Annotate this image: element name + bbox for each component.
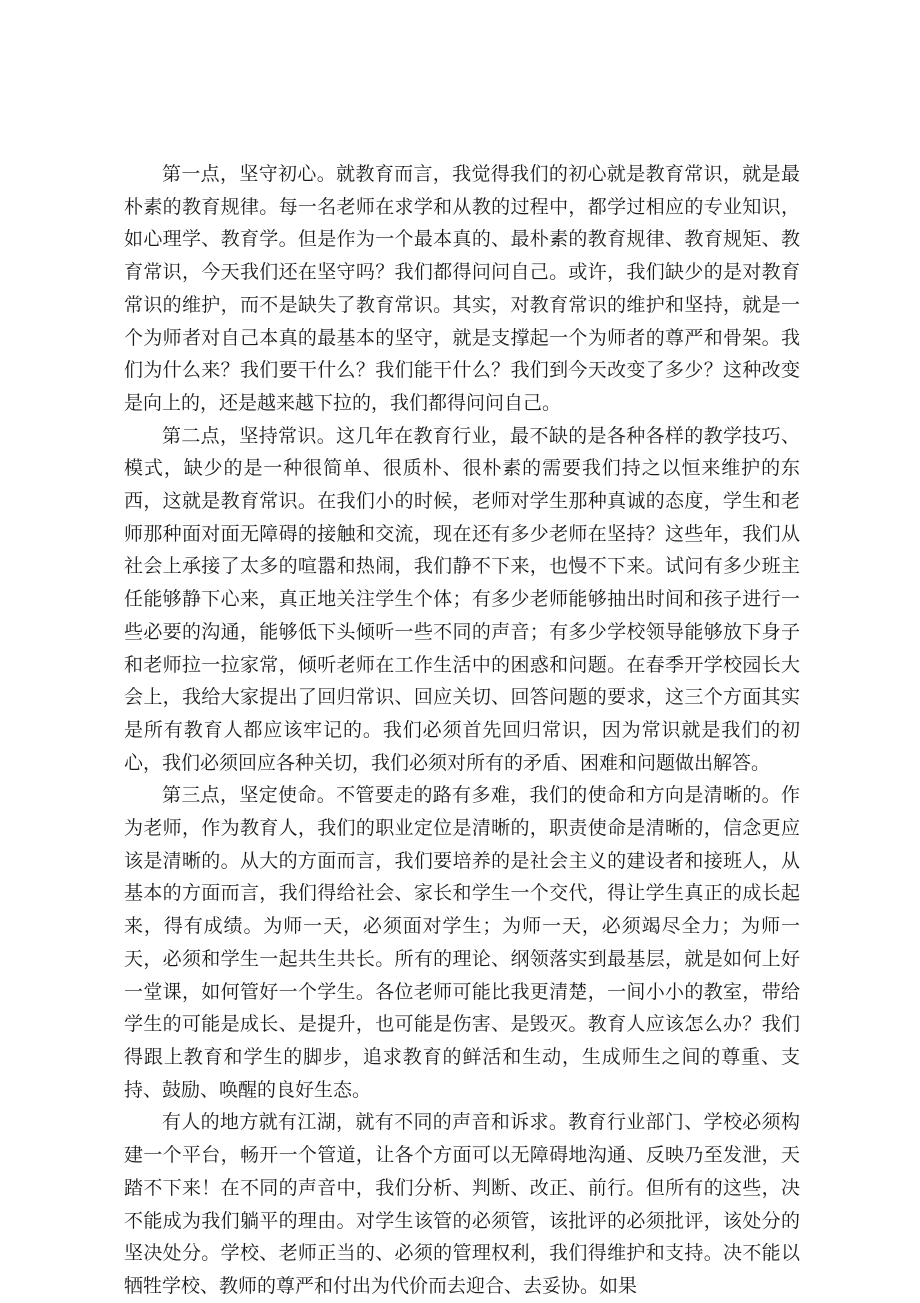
paragraph-firm-mission: 第三点，坚定使命。不管要走的路有多难，我们的使命和方向是清晰的。作为老师，作为教育人，我们的职业定位是清晰的，职责使命是清晰的，信念更应该是清晰的。从大的方面而言，我们要培养的是社会主义的建设者和接班人，从基本的方面而言，我们得给社会、家长和学生一个交代，得让学生真正的成长起来，得有成绩。为师一天，必须面对学生；为师一天，必须竭尽全力；为师一天，必须和学生一起共生共长。所有的理论、纲领落实到最基层，就是如何上好一堂课，如何管好一个学生。各位老师可能比我更清楚，一间小小的教室，带给学生的可能是成长、是提升，也可能是伤害、是毁灭。教育人应该怎么办？我们得跟上教育和学生的脚步，追求教育的鲜活和生动，生成师生之间的尊重、支持、鼓励、唤醒的良好生态。	[124, 784, 800, 1101]
paragraph-keep-original-aspiration: 第一点，坚守初心。就教育而言，我觉得我们的初心就是教育常识，就是最朴素的教育规律。每一名老师在求学和从教的过程中，都学过相应的专业知识，如心理学、教育学。但是作为一个最本真的、最朴素的教育规律、教育规矩、教育常识，今天我们还在坚守吗？我们都得问问自己。或许，我们缺少的是对教育常识的维护，而不是缺失了教育常识。其实，对教育常识的维护和坚持，就是一个为师者对自己本真的最基本的坚守，就是支撑起一个为师者的尊严和骨架。我们为什么来？我们要干什么？我们能干什么？我们到今天改变了多少？这种改变是向上的，还是越来越下拉的，我们都得问问自己。	[124, 163, 800, 414]
paragraph-different-voices: 有人的地方就有江湖，就有不同的声音和诉求。教育行业部门、学校必须构建一个平台，畅开一个管道，让各个方面可以无障碍地沟通、反映乃至发泄，天踏不下来！在不同的声音中，我们分析、判断、改正、前行。但所有的这些，决不能成为我们躺平的理由。对学生该管的必须管，该批评的必须批评，该处分的坚决处分。学校、老师正当的、必须的管理权利，我们得维护和支持。决不能以牺牲学校、教师的尊严和付出为代价而去迎合、去妥协。如果	[124, 1111, 800, 1297]
document-body	[124, 158, 800, 1303]
paragraph-uphold-common-sense: 第二点，坚持常识。这几年在教育行业，最不缺的是各种各样的教学技巧、模式，缺少的是一种很简单、很质朴、很朴素的需要我们持之以恒来维护的东西，这就是教育常识。在我们小的时候，老师对学生那种真诚的态度，学生和老师那种面对面无障碍的接触和交流，现在还有多少老师在坚持？这些年，我们从社会上承接了太多的喧嚣和热闹，我们静不下来，也慢不下来。试问有多少班主任能够静下心来，真正地关注学生个体；有多少老师能够抽出时间和孩子进行一些必要的沟通，能够低下头倾听一些不同的声音；有多少学校领导能够放下身子和老师拉一拉家常，倾听老师在工作生活中的困惑和问题。在春季开学校园长大会上，我给大家提出了回归常识、回应关切、回答问题的要求，这三个方面其实是所有教育人都应该牢记的。我们必须首先回归常识，因为常识就是我们的初心，我们必须回应各种关切，我们必须对所有的矛盾、困难和问题做出解答。	[124, 424, 800, 774]
